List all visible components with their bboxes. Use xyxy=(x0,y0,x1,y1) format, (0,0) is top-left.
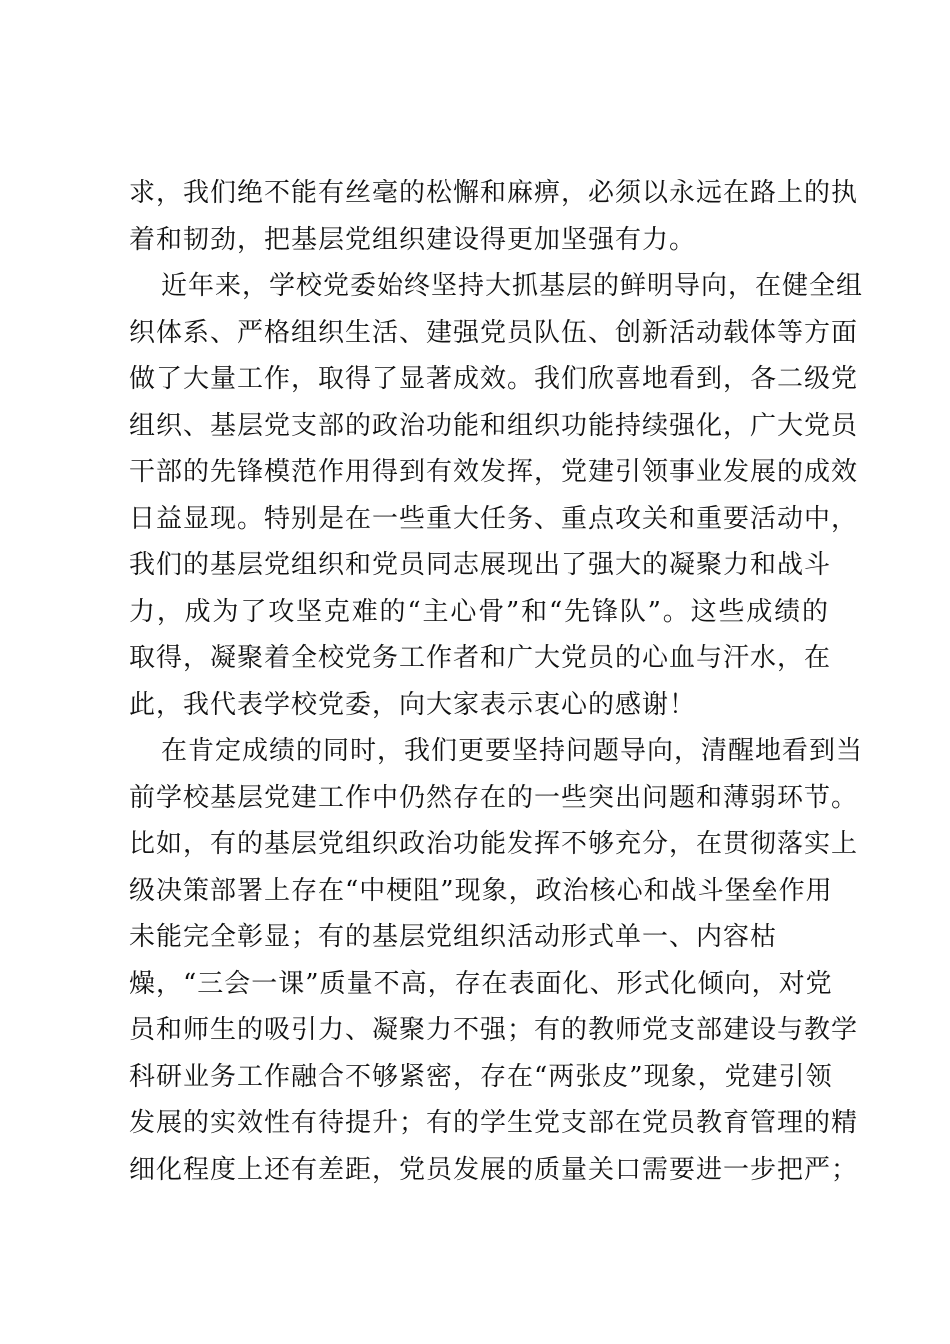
text-line: 力，成为了攻坚克难的“主心骨”和“先锋队”。这些成绩的 xyxy=(129,596,829,627)
text-line: 发展的实效性有待提升；有的学生党支部在党员教育管理的精 xyxy=(129,1108,859,1138)
text-line: 细化程度上还有差距，党员发展的质量关口需要进一步把严； xyxy=(129,1154,859,1185)
text-line: 我们的基层党组织和党员同志展现出了强大的凝聚力和战斗 xyxy=(129,550,832,580)
body-text xyxy=(129,170,864,1193)
text-line: 组织、基层党支部的政治功能和组织功能持续强化，广大党员 xyxy=(129,410,859,441)
text-line: 科研业务工作融合不够紧密，存在“两张皮”现象，党建引领 xyxy=(129,1061,833,1092)
text-line: 求，我们绝不能有丝毫的松懈和麻痹，必须以永远在路上的执 xyxy=(129,178,859,208)
text-line: 比如，有的基层党组织政治功能发挥不够充分，在贯彻落实上 xyxy=(129,829,859,859)
text-line: 日益显现。特别是在一些重大任务、重点攻关和重要活动中， xyxy=(129,503,859,534)
text-line: 织体系、严格组织生活、建强党员队伍、创新活动载体等方面 xyxy=(129,317,859,348)
text-line: 干部的先锋模范作用得到有效发挥，党建引领事业发展的成效 xyxy=(129,457,859,487)
text-line: 员和师生的吸引力、凝聚力不强；有的教师党支部建设与教学 xyxy=(129,1015,859,1045)
text-line: 未能完全彰显；有的基层党组织活动形式单一、内容枯 xyxy=(129,922,778,952)
text-line: 在肯定成绩的同时，我们更要坚持问题导向，清醒地看到当 xyxy=(161,736,864,766)
text-line: 前学校基层党建工作中仍然存在的一些突出问题和薄弱环节。 xyxy=(129,782,859,813)
text-line: 着和韧劲，把基层党组织建设得更加坚强有力。 xyxy=(129,224,697,255)
text-line: 级决策部署上存在“中梗阻”现象，政治核心和战斗堡垒作用 xyxy=(129,875,833,906)
text-line: 近年来，学校党委始终坚持大抓基层的鲜明导向，在健全组 xyxy=(161,271,864,301)
text-line: 此，我代表学校党委，向大家表示衷心的感谢！ xyxy=(129,689,697,720)
text-line: 取得，凝聚着全校党务工作者和广大党员的心血与汗水，在 xyxy=(129,643,832,673)
text-line: 做了大量工作，取得了显著成效。我们欣喜地看到，各二级党 xyxy=(129,364,859,394)
text-line: 燥，“三会一课”质量不高，存在表面化、形式化倾向，对党 xyxy=(129,968,833,999)
